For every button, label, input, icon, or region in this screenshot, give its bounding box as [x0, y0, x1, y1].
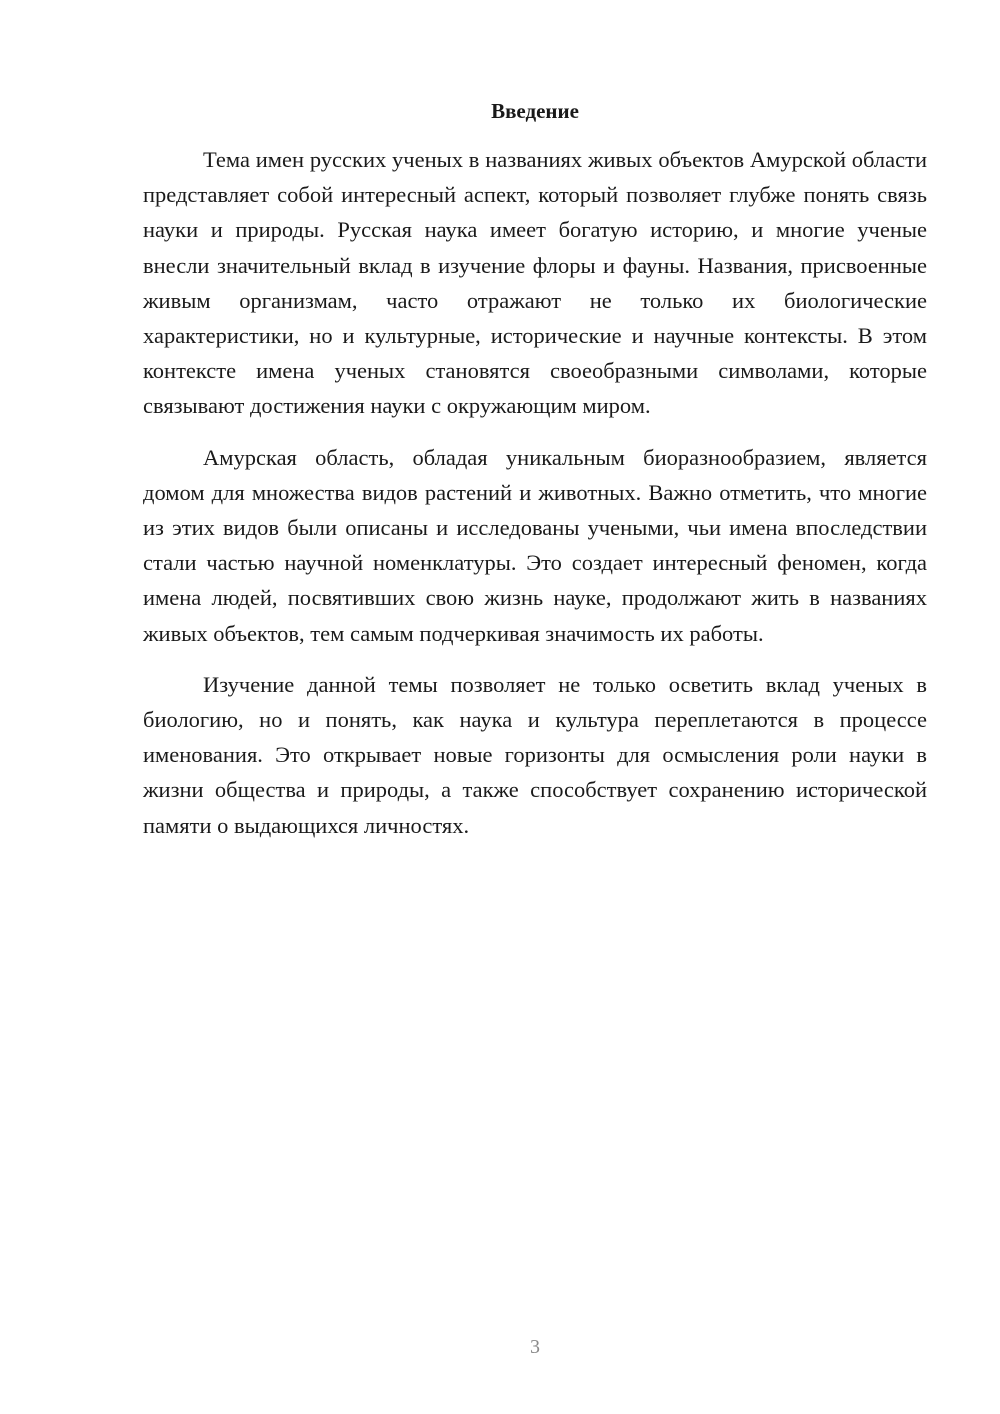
paragraph-3: Изучение данной темы позволяет не только осветить вклад ученых в биологию, но и понять, как наука и культура переплетаются в процессе именования. Это открывает новые горизонты для осмысления роли науки в жизни общества и природы, а также способствует сохранению исторической памяти о выдающихся личностях.	[143, 671, 927, 838]
paragraph-1: Тема имен русских ученых в названиях живых объектов Амурской области представляет собой интересный аспект, который позволяет глубже понять связь науки и природы. Русская наука имеет богатую историю, и многие ученые внесли значительный вклад в изучение флоры и фауны. Названия, присвоенные живым организмам, часто отражают не только их биологические характеристики, но и культурные, исторические и научные контексты. В этом контексте имена ученых становятся своеобразными символами, которые связывают достижения науки с окружающим миром.	[143, 147, 927, 419]
section-heading: Введение	[491, 99, 579, 123]
paragraph-2: Амурская область, обладая уникальным биоразнообразием, является домом для множества видов растений и животных. Важно отметить, что многие из этих видов были описаны и исследованы учеными, чьи имена впоследствии стали частью научной номенклатуры. Это создает интересный феномен, когда имена людей, посвятивших свою жизнь науке, продолжают жить в названиях живых объектов, тем самым подчеркивая значимость их работы.	[143, 444, 927, 646]
body-text	[143, 142, 927, 859]
page-number: 3	[530, 1336, 540, 1358]
